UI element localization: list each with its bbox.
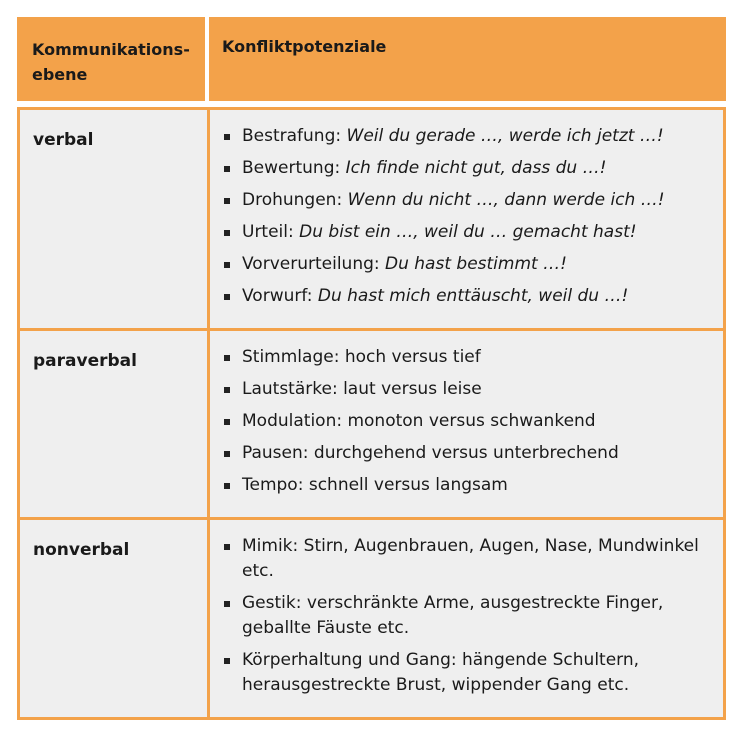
item-example: Wenn du nicht …, dann werde ich …!	[347, 190, 665, 210]
header-line-2: ebene	[32, 65, 88, 84]
list-item	[224, 591, 713, 641]
conflict-list-cell	[210, 520, 723, 717]
item-label: Tempo: schnell versus langsam	[242, 475, 508, 495]
table-row-nonverbal	[20, 517, 723, 717]
bullet-list	[224, 124, 713, 309]
conflict-list-cell	[210, 110, 723, 328]
list-item	[224, 124, 713, 149]
list-item	[224, 441, 713, 466]
conflict-table	[17, 107, 726, 720]
table-row-paraverbal	[20, 328, 723, 517]
item-label: Gestik: verschränkte Arme, ausgestreckte Finger, geballte Fäuste etc.	[242, 593, 664, 638]
item-label: Urteil:	[242, 222, 300, 242]
list-item	[224, 284, 713, 309]
item-label: Pausen: durchgehend versus unterbrechend	[242, 443, 619, 463]
list-item	[224, 156, 713, 181]
item-example: Weil du gerade …, werde ich jetzt …!	[346, 126, 664, 146]
header-communication-level	[17, 17, 209, 101]
bullet-list	[224, 534, 713, 698]
list-item	[224, 345, 713, 370]
list-item	[224, 534, 713, 584]
table-row-verbal	[20, 110, 723, 328]
header-conflict-potentials: Konfliktpotenziale	[222, 37, 387, 56]
header-line-1: Kommunikations-	[32, 40, 190, 59]
list-item	[224, 648, 713, 698]
item-example: Du hast bestimmt …!	[385, 254, 567, 274]
item-label: Bestrafung:	[242, 126, 347, 146]
item-example: Du bist ein …, weil du … gemacht hast!	[299, 222, 637, 242]
item-label: Bewertung:	[242, 158, 346, 178]
list-item	[224, 409, 713, 434]
level-label: paraverbal	[20, 331, 210, 517]
level-label: verbal	[20, 110, 210, 328]
item-label: Modulation: monoton versus schwankend	[242, 411, 596, 431]
item-example: Ich finde nicht gut, dass du …!	[345, 158, 607, 178]
item-label: Körperhaltung und Gang: hängende Schultern, herausgestreckte Brust, wippender Gang etc.	[242, 650, 640, 695]
list-item	[224, 377, 713, 402]
item-label: Stimmlage: hoch versus tief	[242, 347, 481, 367]
item-example: Du hast mich enttäuscht, weil du …!	[317, 286, 629, 306]
item-label: Vorverurteilung:	[242, 254, 386, 274]
table-header	[17, 17, 726, 101]
list-item	[224, 188, 713, 213]
list-item	[224, 252, 713, 277]
item-label: Mimik: Stirn, Augenbrauen, Augen, Nase, Mundwinkel etc.	[242, 536, 699, 581]
item-label: Vorwurf:	[242, 286, 318, 306]
level-label: nonverbal	[20, 520, 210, 717]
bullet-list	[224, 345, 713, 498]
list-item	[224, 473, 713, 498]
list-item	[224, 220, 713, 245]
item-label: Drohungen:	[242, 190, 348, 210]
item-label: Lautstärke: laut versus leise	[242, 379, 482, 399]
conflict-list-cell	[210, 331, 723, 517]
